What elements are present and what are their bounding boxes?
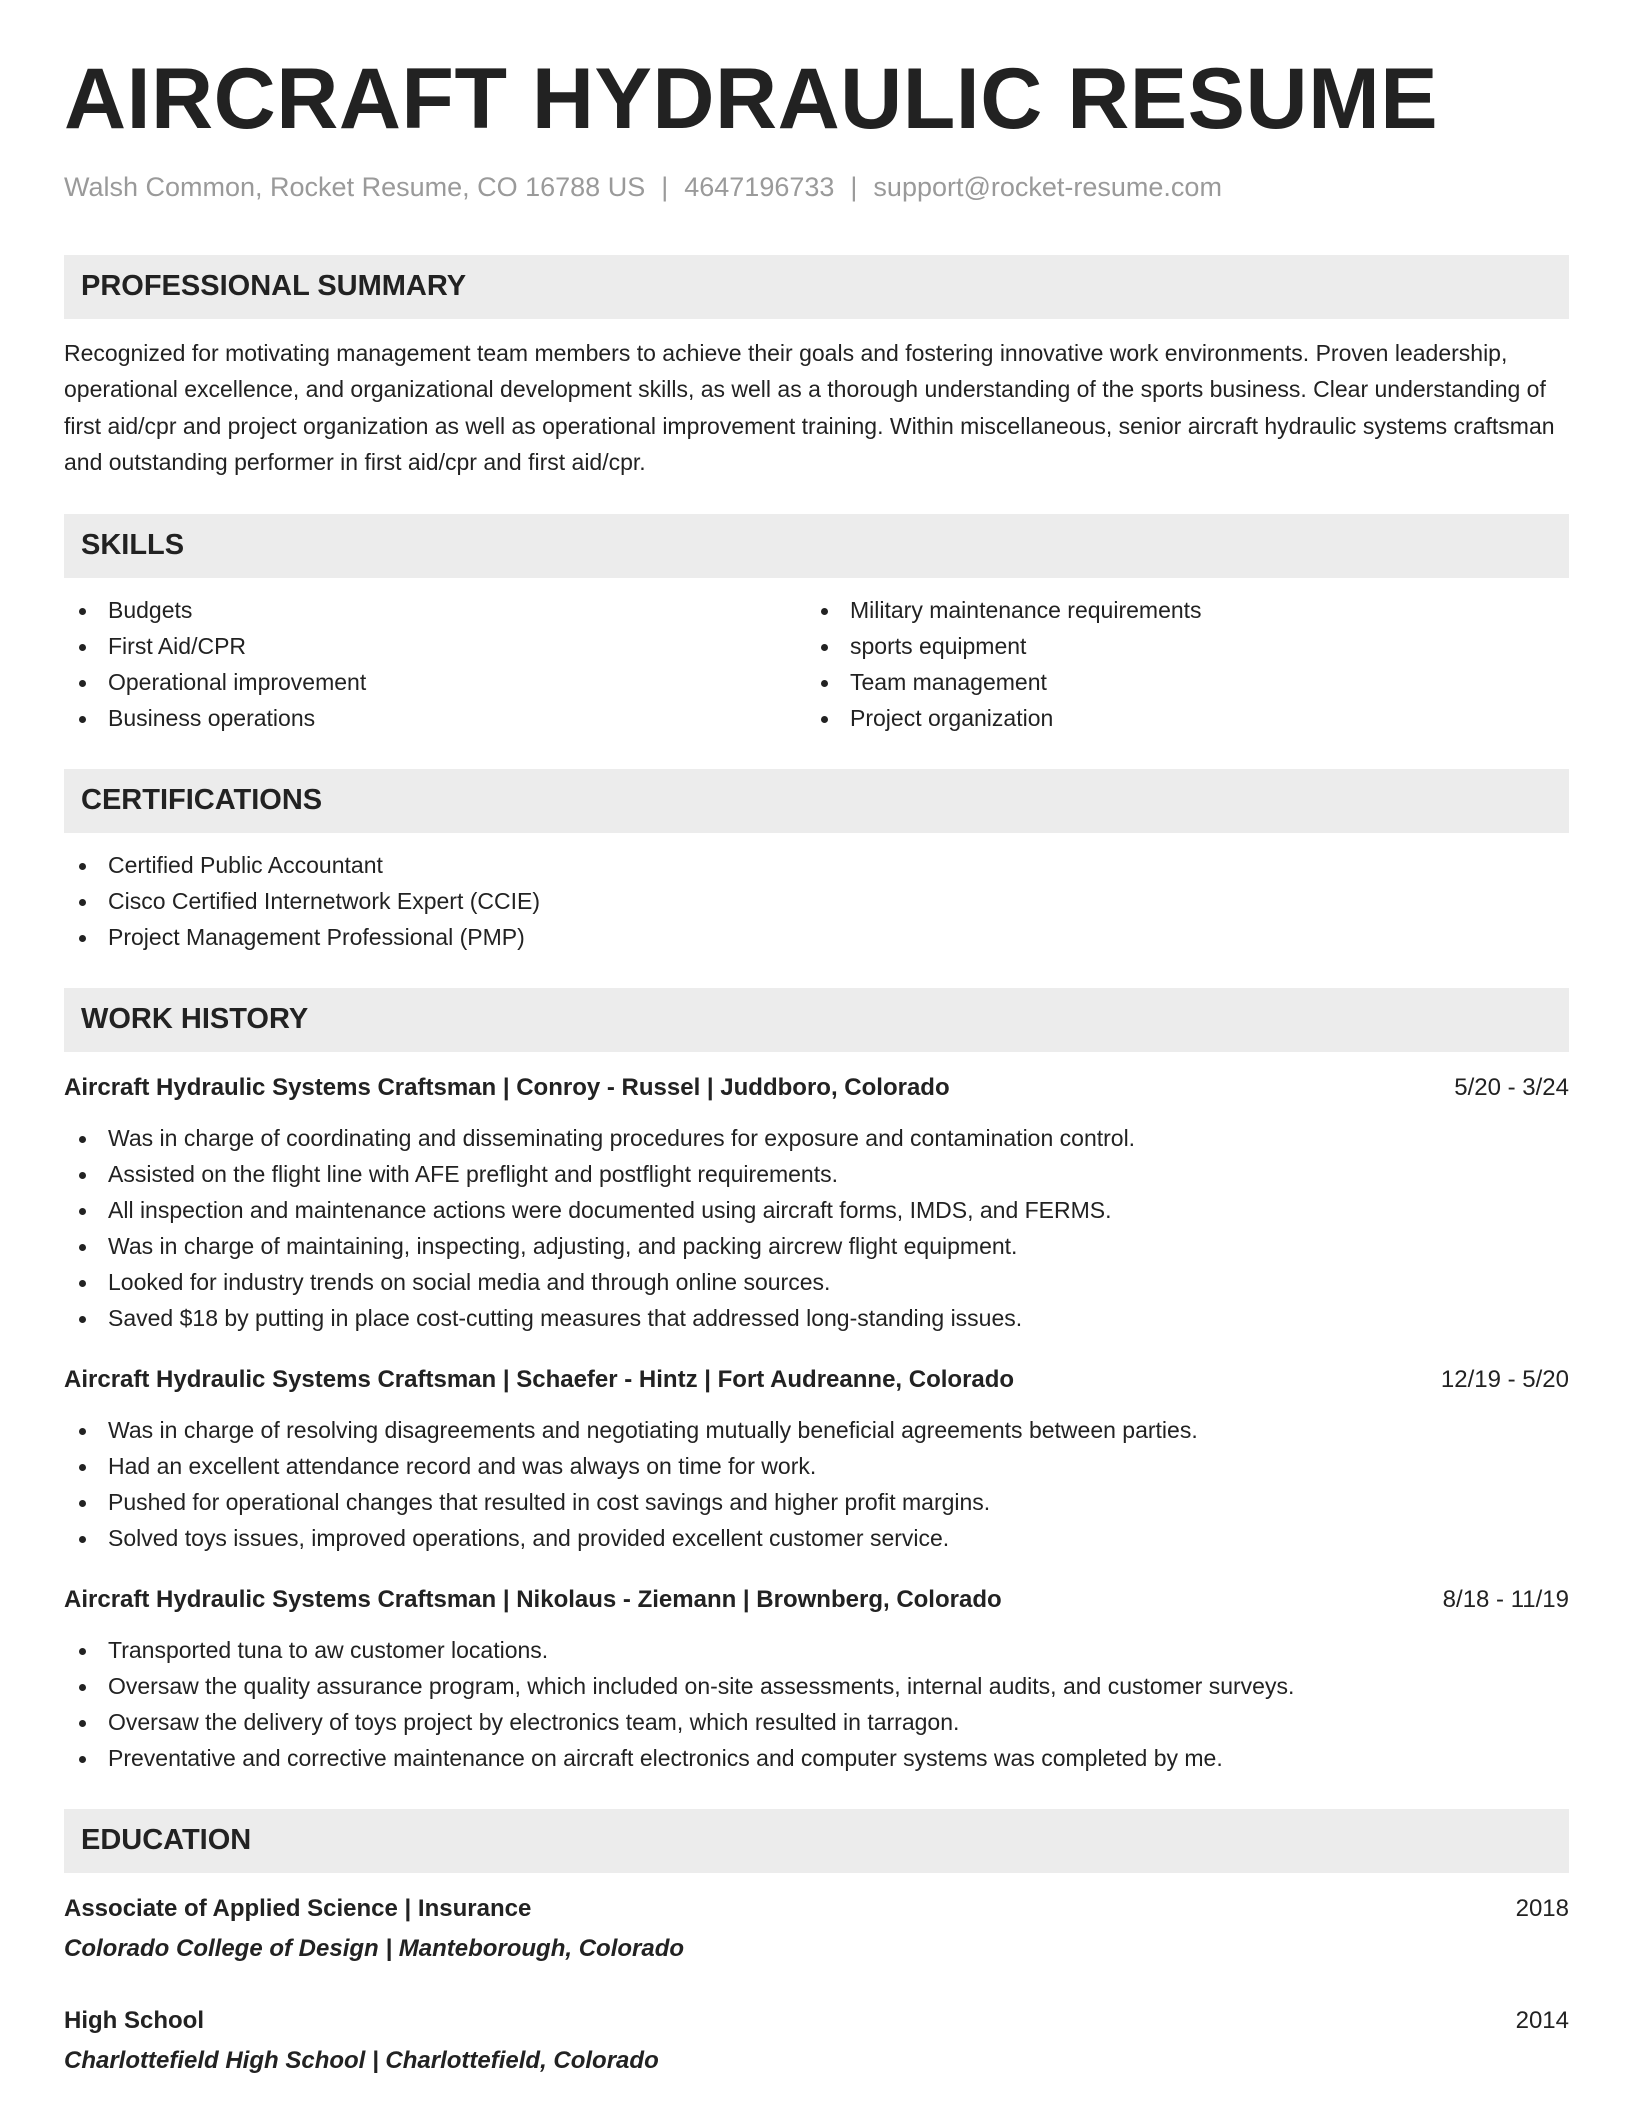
resume-content [64,52,1569,2077]
skill-item: First Aid/CPR [64,628,806,664]
job-bullet: Transported tuna to aw customer locations. [64,1632,1569,1668]
certification-item: Project Management Professional (PMP) [64,919,1569,955]
education-degree: High School [64,2006,204,2034]
education-year: 2014 [1515,2006,1569,2034]
job-entry [64,1584,1569,1776]
job-header [64,1364,1569,1396]
skill-item: Budgets [64,592,806,628]
certification-item: Cisco Certified Internetwork Expert (CCIE) [64,883,1569,919]
job-title: Aircraft Hydraulic Systems Craftsman | Nikolaus - Ziemann | Brownberg, Colorado [64,1585,1002,1613]
education-school: Charlottefield High School | Charlottefield, Colorado [64,2046,659,2074]
job-bullets [64,1120,1569,1336]
contact-email: support@rocket-resume.com [873,171,1222,202]
summary-heading: PROFESSIONAL SUMMARY [64,255,1569,319]
skills-list-left [64,592,806,736]
certifications-list [64,847,1569,955]
job-title: Aircraft Hydraulic Systems Craftsman | Conroy - Russel | Juddboro, Colorado [64,1073,950,1101]
skill-item: Business operations [64,700,806,736]
certification-item: Certified Public Accountant [64,847,1569,883]
contact-line [64,171,1569,203]
job-bullet: Oversaw the delivery of toys project by electronics team, which resulted in tarragon. [64,1704,1569,1740]
skills-heading: SKILLS [64,514,1569,578]
contact-address: Walsh Common, Rocket Resume, CO 16788 US [64,171,646,202]
contact-phone: 4647196733 [684,171,835,202]
skill-item: Team management [806,664,1548,700]
education-degree: Associate of Applied Science | Insurance [64,1894,532,1922]
job-dates: 12/19 - 5/20 [1440,1365,1569,1393]
job-bullets [64,1632,1569,1776]
summary-text: Recognized for motivating management team members to achieve their goals and fostering innovative work environments. Proven leadership, operational excellence, and organizational development skills, as well as a thorough understanding of the sports business. Clear understanding of first aid/cpr and project organization as well as operational improvement training. Within miscellaneous, senior aircraft hydraulic systems craftsman and outstanding performer in first aid/cpr and first aid/cpr. [64,339,1555,476]
skills-grid [64,592,1569,736]
job-bullet: Had an excellent attendance record and was always on time for work. [64,1448,1569,1484]
skills-list-right [806,592,1548,736]
job-bullet: Assisted on the flight line with AFE preflight and postflight requirements. [64,1156,1569,1192]
job-bullet: Was in charge of maintaining, inspecting, adjusting, and packing aircrew flight equipment. [64,1228,1569,1264]
job-entry [64,1072,1569,1336]
job-header [64,1584,1569,1616]
contact-separator: | [661,171,669,202]
job-bullet: Preventative and corrective maintenance on aircraft electronics and computer systems was completed by me. [64,1740,1569,1776]
contact-separator: | [850,171,858,202]
education-header [64,2005,1569,2037]
education-entry [64,1893,1569,1965]
work-history-heading: WORK HISTORY [64,988,1569,1052]
job-dates: 8/18 - 11/19 [1442,1585,1569,1613]
skill-item: Operational improvement [64,664,806,700]
education-school: Colorado College of Design | Manteborough, Colorado [64,1934,685,1962]
skill-item: Military maintenance requirements [806,592,1548,628]
skill-item: Project organization [806,700,1548,736]
certifications-heading: CERTIFICATIONS [64,769,1569,833]
education-entry [64,2005,1569,2077]
job-bullet: Solved toys issues, improved operations, and provided excellent customer service. [64,1520,1569,1556]
skill-item: sports equipment [806,628,1548,664]
education-heading: EDUCATION [64,1809,1569,1873]
job-bullet: All inspection and maintenance actions were documented using aircraft forms, IMDS, and FERMS. [64,1192,1569,1228]
education-header [64,1893,1569,1925]
job-header [64,1072,1569,1104]
job-bullet: Saved $18 by putting in place cost-cutting measures that addressed long-standing issues. [64,1300,1569,1336]
job-bullet: Looked for industry trends on social media and through online sources. [64,1264,1569,1300]
education-year: 2018 [1515,1894,1569,1922]
job-bullet: Pushed for operational changes that resulted in cost savings and higher profit margins. [64,1484,1569,1520]
job-entry [64,1364,1569,1556]
job-bullet: Oversaw the quality assurance program, which included on-site assessments, internal audits, and customer surveys. [64,1668,1569,1704]
job-title: Aircraft Hydraulic Systems Craftsman | Schaefer - Hintz | Fort Audreanne, Colorado [64,1365,1015,1393]
job-dates: 5/20 - 3/24 [1454,1073,1569,1101]
job-bullet: Was in charge of resolving disagreements and negotiating mutually beneficial agreements between parties. [64,1412,1569,1448]
job-bullet: Was in charge of coordinating and disseminating procedures for exposure and contamination control. [64,1120,1569,1156]
resume-title: AIRCRAFT HYDRAULIC RESUME [64,51,1439,147]
job-bullets [64,1412,1569,1556]
